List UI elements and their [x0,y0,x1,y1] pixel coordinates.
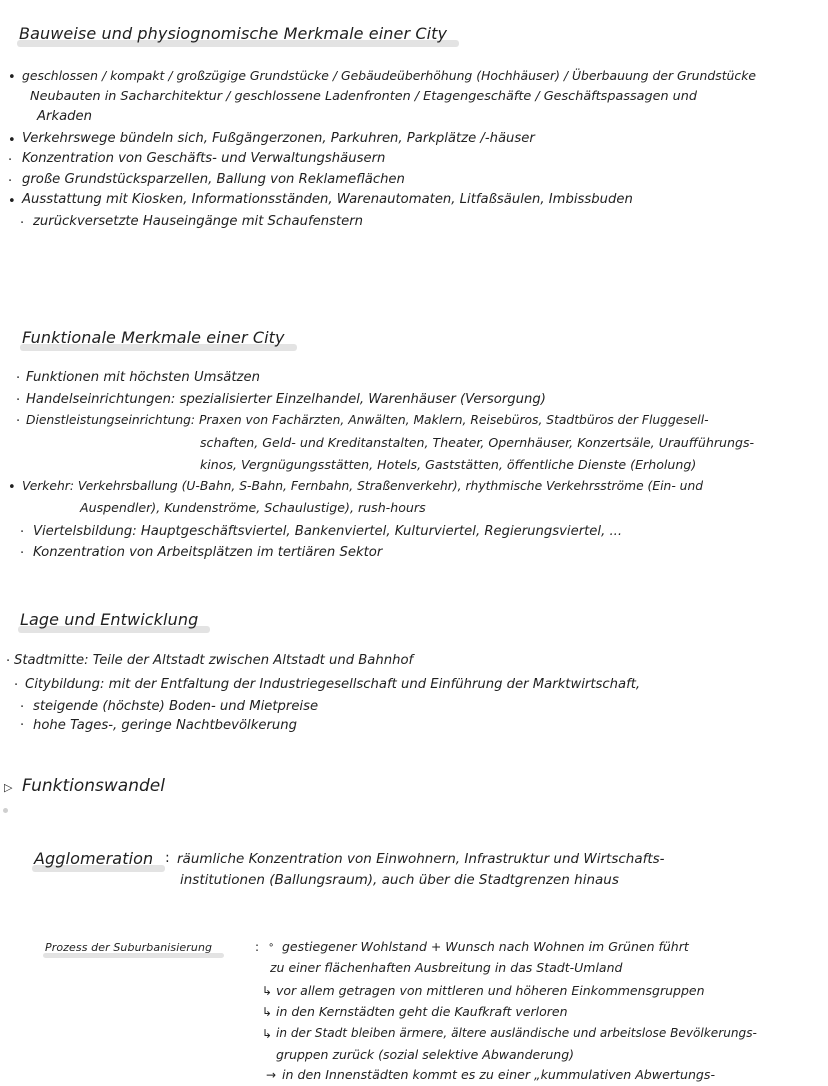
bullet-dot: · [20,525,25,540]
bullet-dot: · [16,393,21,408]
bullet-dot: · [20,718,25,733]
section-heading-funktionale-merkmale [20,328,289,348]
return-arrow-icon: ↳ [262,1027,273,1041]
note-line: hohe Tages-, geringe Nachtbevölkerung [33,718,297,733]
note-line: große Grundstücksparzellen, Ballung von Reklameflächen [22,172,405,187]
section-heading-lage-entwicklung [18,610,202,630]
note-line: Konzentration von Arbeitsplätzen im tertiären Sektor [33,545,383,560]
return-arrow-icon: ↳ [262,984,273,998]
heading-text: Lage und Entwicklung [20,610,199,629]
bullet-dot: • [8,70,16,85]
note-line: Stadtmitte: Teile der Altstadt zwischen Altstadt und Bahnhof [14,653,414,668]
heading-text: Funktionale Merkmale einer City [22,328,285,347]
bullet-dot: · [8,174,13,189]
note-line: Konzentration von Geschäfts- und Verwaltungshäusern [22,151,386,166]
note-line: Viertelsbildung: Hauptgeschäftsviertel, Bankenviertel, Kulturviertel, Regierungsviertel, ... [33,524,623,539]
bullet-dot: · [6,654,11,669]
note-line: gruppen zurück (sozial selektive Abwanderung) [276,1047,575,1062]
bullet-dot: · [16,371,21,386]
note-line: gestiegener Wohlstand + Wunsch nach Wohnen im Grünen führt [282,939,689,954]
term-text: Agglomeration [34,849,154,868]
note-line: geschlossen / kompakt / großzügige Grundstücke / Gebäudeüberhöhung (Hochhäuser) / Überbauung der Grundstücke [22,68,757,83]
note-line: Neubauten in Sacharchitektur / geschlossene Ladenfronten / Etagengeschäfte / Geschäftspassagen und [30,89,698,104]
circle-bullet-icon: ∘ [268,940,275,951]
bullet-dot: · [20,216,25,231]
term-separator: : [165,850,170,866]
note-line: Ausstattung mit Kiosken, Informationsständen, Warenautomaten, Litfaßsäulen, Imbissbuden [22,192,633,207]
note-line: in den Kernstädten geht die Kaufkraft verloren [276,1004,568,1019]
bullet-dot: · [20,546,25,561]
bullet-dot: • [8,480,16,495]
note-line: Auspendler), Kundenströme, Schaulustige), rush-hours [80,500,426,515]
definition-line: institutionen (Ballungsraum), auch über die Stadtgrenzen hinaus [180,872,619,888]
term-agglomeration [32,849,157,869]
bullet-dot: · [14,678,19,693]
note-line: steigende (höchste) Boden- und Mietpreise [33,699,319,714]
note-line: Dienstleistungseinrichtung: Praxen von Fachärzten, Anwälten, Maklern, Reisebüros, Stadtbüros der Fluggesell- [26,413,709,427]
note-line: in der Stadt bleiben ärmere, ältere ausländische und arbeitslose Bevölkerungs- [276,1026,757,1040]
note-line: Citybildung: mit der Entfaltung der Industriegesellschaft und Einführung der Marktwirtschaft, [25,677,641,692]
note-line: Verkehrswege bündeln sich, Fußgängerzonen, Parkuhren, Parkplätze /-häuser [22,131,535,146]
term-separator: : [255,940,260,954]
note-line: schaften, Geld- und Kreditanstalten, Theater, Opernhäuser, Konzertsäle, Uraufführungs- [200,435,755,450]
right-arrow-icon: → [266,1068,277,1082]
note-line: vor allem getragen von mittleren und höheren Einkommensgruppen [276,983,705,998]
term-text: Prozess der Suburbanisierung [45,941,213,954]
note-line: zurückversetzte Hauseingänge mit Schaufenstern [33,214,364,229]
punch-hole-dot [3,808,8,813]
heading-text: Bauweise und physiognomische Merkmale einer City [19,24,448,43]
section-heading-bauweise [17,24,451,44]
definition-line: räumliche Konzentration von Einwohnern, Infrastruktur und Wirtschafts- [177,851,665,867]
note-line: Verkehr: Verkehrsballung (U-Bahn, S-Bahn, Fernbahn, Straßenverkehr), rhythmische Verkehrsströme (Ein- und [22,479,704,493]
return-arrow-icon: ↳ [262,1005,273,1019]
note-line: in den Innenstädten kommt es zu einer „kummulativen Abwertungs- [282,1067,716,1082]
section-heading-funktionswandel: Funktionswandel [22,776,165,796]
note-line: kinos, Vergnügungsstätten, Hotels, Gaststätten, öffentliche Dienste (Erholung) [200,457,697,472]
note-line: Funktionen mit höchsten Umsätzen [26,370,260,385]
bullet-dot: • [8,194,16,209]
note-line: Arkaden [37,109,93,124]
term-suburbanisierung [43,941,216,955]
bullet-dot: · [8,153,13,168]
note-line: zu einer flächenhaften Ausbreitung in das Stadt-Umland [270,960,623,975]
triangle-marker-icon: ▷ [4,781,13,794]
bullet-dot: • [8,133,16,148]
bullet-dot: · [16,414,21,429]
bullet-dot: · [20,700,25,715]
note-line: Handelseinrichtungen: spezialisierter Einzelhandel, Warenhäuser (Versorgung) [26,392,546,407]
